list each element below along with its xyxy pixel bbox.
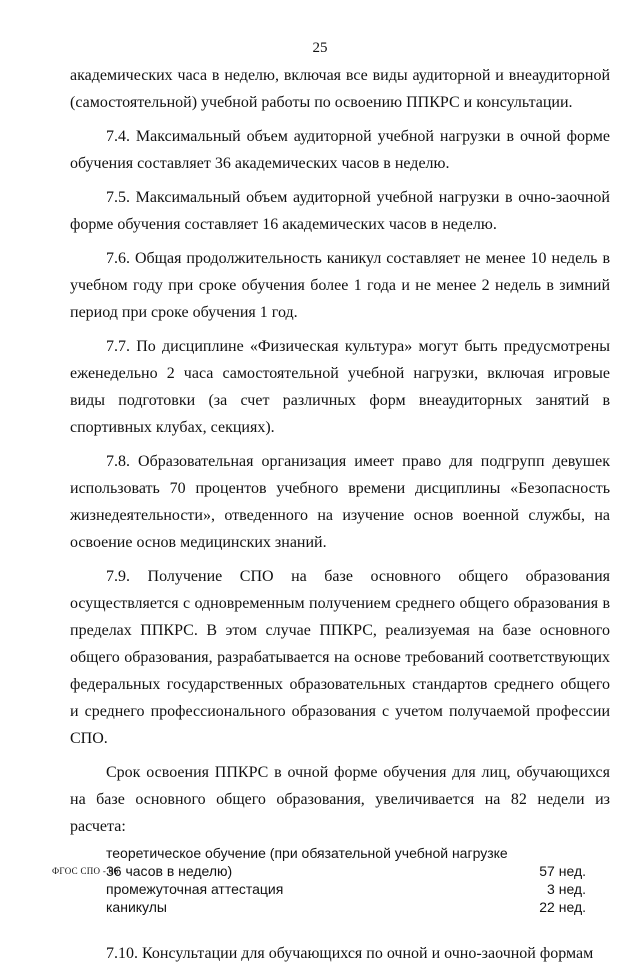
list-item-value: 57 нед. xyxy=(539,863,586,879)
paragraph-7-4: 7.4. Максимальный объем аудиторной учебной нагрузки в очной форме обучения составляет 36 академических часов в неделю. xyxy=(70,128,610,172)
list-item-label: промежуточная аттестация xyxy=(106,881,284,897)
list-item-label: каникулы xyxy=(106,899,167,915)
list-item-value: 22 нед. xyxy=(539,899,586,915)
page-number: 25 xyxy=(312,40,328,56)
paragraph-7-7: 7.7. По дисциплине «Физическая культура» могут быть предусмотрены еженедельно 2 часа самостоятельной учебной нагрузки, включая игровые виды подготовки (за счет различных форм внеаудиторных занятий в спортивных клубах, секциях). xyxy=(70,338,610,436)
document-body xyxy=(70,62,610,974)
paragraph-7-5: 7.5. Максимальный объем аудиторной учебной нагрузки в очно-заочной форме обучения составляет 16 академических часов в неделю. xyxy=(70,189,610,233)
list-item-value: 3 нед. xyxy=(547,881,586,897)
list-item-label: теоретическое обучение (при обязательной учебной нагрузке 36 часов в неделю) xyxy=(106,845,508,879)
list-item xyxy=(106,844,586,880)
paragraph-7-6: 7.6. Общая продолжительность каникул составляет не менее 10 недель в учебном году при сроке обучения более 1 года и не менее 2 недель в зимний период при сроке обучения 1 год. xyxy=(70,250,610,321)
list-item xyxy=(106,880,586,898)
paragraph-continuation: академических часа в неделю, включая все виды аудиторной и внеаудиторной (самостоятельной) учебной работы по освоению ППКРС и консультации. xyxy=(70,67,610,111)
paragraph-7-8: 7.8. Образовательная организация имеет право для подгрупп девушек использовать 70 процентов учебного времени дисциплины «Безопасность жизнедеятельности», отведенного на изучение основ военной службы, на освоение основ медицинских знаний. xyxy=(70,453,610,551)
list-item xyxy=(106,898,586,916)
footer-label: ФГОС СПО - 06 xyxy=(52,866,119,876)
paragraph-duration: Срок освоения ППКРС в очной форме обучения для лиц, обучающихся на базе основного общего образования, увеличивается на 82 недели из расчета: xyxy=(70,764,610,835)
duration-breakdown-list xyxy=(106,844,586,916)
paragraph-7-9: 7.9. Получение СПО на базе основного общего образования осуществляется с одновременным получением среднего общего образования в пределах ППКРС. В этом случае ППКРС, реализуемая на базе основного общего образования, разрабатывается на основе требований соответствующих федеральных государственных образовательных стандартов среднего общего и среднего профессионального образования с учетом получаемой профессии СПО. xyxy=(70,568,610,747)
paragraph-7-10: 7.10. Консультации для обучающихся по очной и очно-заочной формам xyxy=(106,945,594,962)
